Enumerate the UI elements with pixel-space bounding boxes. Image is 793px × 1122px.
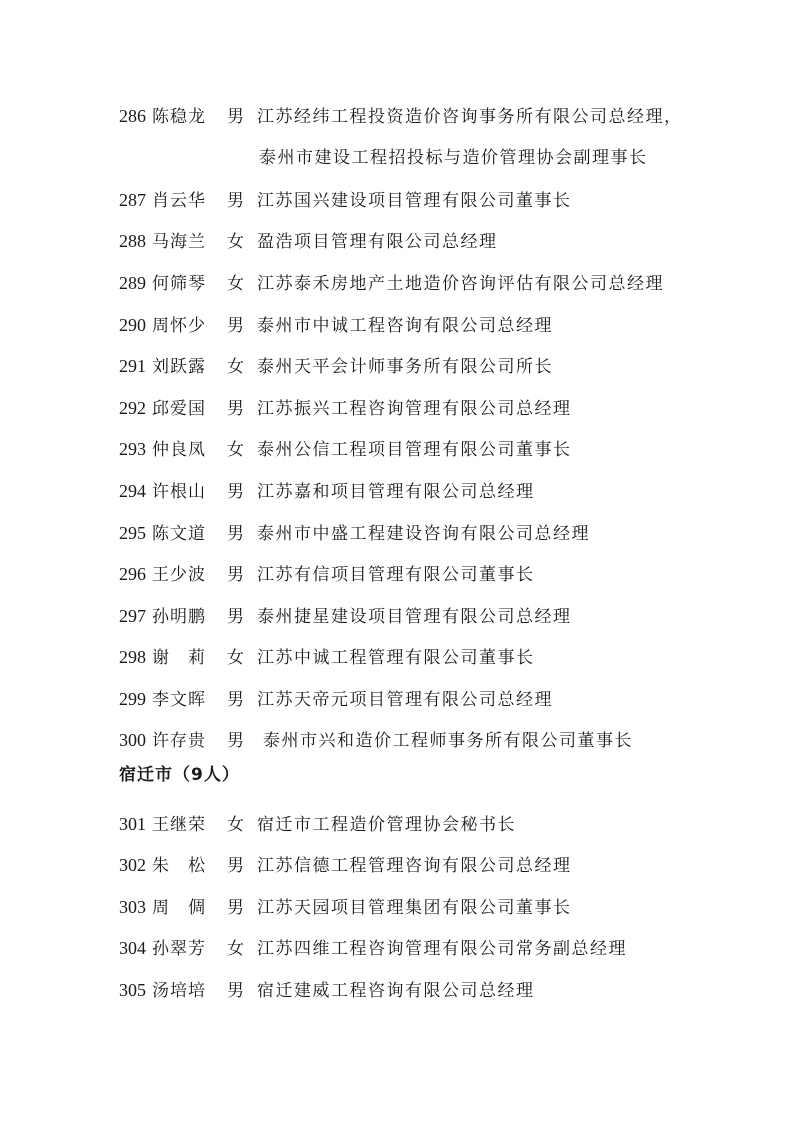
entry-title: 泰州公信工程项目管理有限公司董事长 bbox=[257, 440, 572, 460]
list-item bbox=[119, 892, 572, 922]
entry-title: 泰州捷星建设项目管理有限公司总经理 bbox=[257, 607, 572, 627]
entry-gender: 男 bbox=[227, 981, 244, 1001]
entry-title: 江苏嘉和项目管理有限公司总经理 bbox=[257, 482, 535, 502]
entry-number: 297 bbox=[119, 606, 146, 626]
entry-title: 江苏经纬工程投资造价咨询事务所有限公司总经理， bbox=[257, 107, 683, 127]
list-item bbox=[119, 601, 572, 631]
entry-gender: 女 bbox=[227, 939, 244, 959]
entry-name: 朱 松 bbox=[152, 856, 206, 876]
entry-name: 汤培培 bbox=[152, 981, 206, 1001]
list-item bbox=[119, 101, 683, 131]
entry-title: 泰州市中盛工程建设咨询有限公司总经理 bbox=[257, 524, 590, 544]
entry-name: 谢 莉 bbox=[152, 648, 206, 668]
list-item bbox=[119, 434, 572, 464]
entry-number: 303 bbox=[119, 897, 146, 917]
entry-title-continuation: 泰州市建设工程招投标与造价管理协会副理事长 bbox=[259, 148, 648, 168]
entry-name: 陈稳龙 bbox=[152, 107, 206, 127]
list-item bbox=[119, 725, 633, 755]
entry-title: 江苏天园项目管理集团有限公司董事长 bbox=[257, 898, 572, 918]
entry-name: 许存贵 bbox=[152, 731, 206, 751]
entry-gender: 女 bbox=[227, 815, 244, 835]
list-item bbox=[119, 476, 535, 506]
entry-number: 302 bbox=[119, 855, 146, 875]
entry-name: 肖云华 bbox=[152, 191, 206, 211]
entry-number: 299 bbox=[119, 689, 146, 709]
entry-gender: 男 bbox=[227, 856, 244, 876]
entry-name: 刘跃露 bbox=[152, 357, 206, 377]
entry-gender: 女 bbox=[227, 274, 244, 294]
entry-name: 王继荣 bbox=[152, 815, 206, 835]
list-item bbox=[119, 393, 572, 423]
entry-name: 何筛琴 bbox=[152, 274, 206, 294]
entry-number: 296 bbox=[119, 564, 146, 584]
list-item bbox=[119, 850, 572, 880]
entry-title: 江苏中诚工程管理有限公司董事长 bbox=[257, 648, 535, 668]
entry-gender: 男 bbox=[227, 690, 244, 710]
entry-name: 周怀少 bbox=[152, 316, 206, 336]
list-item bbox=[119, 975, 535, 1005]
entry-gender: 男 bbox=[227, 731, 244, 751]
entry-title: 江苏国兴建设项目管理有限公司董事长 bbox=[257, 191, 572, 211]
entry-name: 仲良凤 bbox=[152, 440, 206, 460]
list-item bbox=[119, 268, 664, 298]
list-item bbox=[119, 809, 516, 839]
entry-title: 江苏四维工程咨询管理有限公司常务副总经理 bbox=[257, 939, 627, 959]
list-item bbox=[119, 559, 535, 589]
list-item bbox=[119, 684, 553, 714]
entry-number: 300 bbox=[119, 730, 146, 750]
list-item bbox=[119, 226, 498, 256]
entry-gender: 女 bbox=[227, 440, 244, 460]
entry-number: 293 bbox=[119, 439, 146, 459]
entry-gender: 女 bbox=[227, 357, 244, 377]
entry-gender: 男 bbox=[227, 191, 244, 211]
entry-gender: 男 bbox=[227, 399, 244, 419]
entry-title: 江苏天帝元项目管理有限公司总经理 bbox=[257, 690, 553, 710]
entry-title: 宿迁建威工程咨询有限公司总经理 bbox=[257, 981, 535, 1001]
entry-number: 288 bbox=[119, 231, 146, 251]
section-heading: 宿迁市（9人） bbox=[119, 765, 240, 785]
entry-gender: 男 bbox=[227, 607, 244, 627]
entry-gender: 男 bbox=[227, 482, 244, 502]
entry-number: 289 bbox=[119, 273, 146, 293]
entry-number: 295 bbox=[119, 523, 146, 543]
list-item bbox=[119, 351, 553, 381]
entry-number: 286 bbox=[119, 106, 146, 126]
entry-title: 江苏振兴工程咨询管理有限公司总经理 bbox=[257, 399, 572, 419]
entry-name: 王少波 bbox=[152, 565, 206, 585]
entry-gender: 女 bbox=[227, 648, 244, 668]
entry-name: 孙翠芳 bbox=[152, 939, 206, 959]
list-item bbox=[119, 185, 572, 215]
entry-title: 宿迁市工程造价管理协会秘书长 bbox=[257, 815, 516, 835]
entry-title: 泰州市中诚工程咨询有限公司总经理 bbox=[257, 316, 553, 336]
entry-number: 304 bbox=[119, 938, 146, 958]
entry-number: 291 bbox=[119, 356, 146, 376]
entry-name: 马海兰 bbox=[152, 232, 206, 252]
entry-gender: 男 bbox=[227, 898, 244, 918]
list-item bbox=[119, 310, 553, 340]
list-item bbox=[119, 642, 535, 672]
entry-title: 泰州市兴和造价工程师事务所有限公司董事长 bbox=[263, 731, 633, 751]
entry-name: 周 倜 bbox=[152, 898, 206, 918]
entry-number: 294 bbox=[119, 481, 146, 501]
entry-title: 江苏有信项目管理有限公司董事长 bbox=[257, 565, 535, 585]
entry-name: 孙明鹏 bbox=[152, 607, 206, 627]
entry-name: 许根山 bbox=[152, 482, 206, 502]
entry-name: 陈文道 bbox=[152, 524, 206, 544]
entry-number: 287 bbox=[119, 190, 146, 210]
entry-gender: 男 bbox=[227, 524, 244, 544]
entry-number: 301 bbox=[119, 814, 146, 834]
entry-number: 305 bbox=[119, 980, 146, 1000]
entry-title: 江苏泰禾房地产土地造价咨询评估有限公司总经理 bbox=[257, 274, 664, 294]
entry-name: 邱爱国 bbox=[152, 399, 206, 419]
entry-gender: 女 bbox=[227, 232, 244, 252]
entry-number: 292 bbox=[119, 398, 146, 418]
entry-gender: 男 bbox=[227, 316, 244, 336]
list-item bbox=[119, 518, 590, 548]
entry-number: 290 bbox=[119, 315, 146, 335]
entry-title: 江苏信德工程管理咨询有限公司总经理 bbox=[257, 856, 572, 876]
list-item bbox=[119, 933, 627, 963]
entry-title: 盈浩项目管理有限公司总经理 bbox=[257, 232, 498, 252]
entry-name: 李文晖 bbox=[152, 690, 206, 710]
entry-number: 298 bbox=[119, 647, 146, 667]
entry-gender: 男 bbox=[227, 565, 244, 585]
entry-title: 泰州天平会计师事务所有限公司所长 bbox=[257, 357, 553, 377]
entry-gender: 男 bbox=[227, 107, 244, 127]
